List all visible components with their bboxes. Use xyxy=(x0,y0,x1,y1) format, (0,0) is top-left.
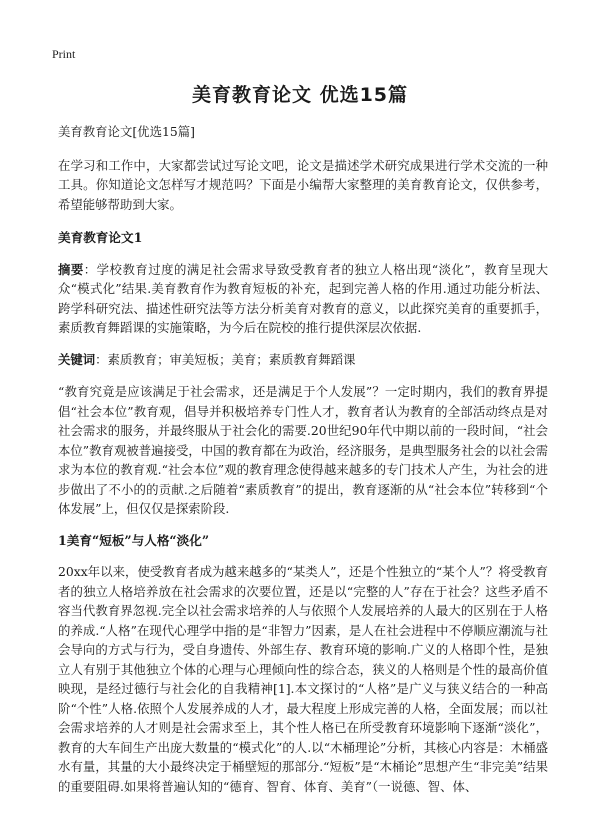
document-body xyxy=(58,122,548,796)
print-label: Print xyxy=(52,47,76,61)
section-heading-1: 美育教育论文1 xyxy=(58,230,143,245)
body-paragraph-2: 20xx年以来，使受教育者成为越来越多的“某类人”，还是个性独立的“某个人”？将受教育者的独立人格培养放在社会需求的次要位置，还是以“完整的人”存在于社会？这些矛盾不容当代教育界忽视.完全以社会需求培养的人与依照个人发展培养的人最大的区别在于人格的养成.“人格”在现代心理学中指的是“非智力”因素，是人在社会进程中不停顺应潮流与社会导向的方式与行为，受自身遗传、外部生存、教育环境的影响.广义的人格即个性，是独立人有别于其他独立个体的心理与心理倾向性的综合态，狭义的人格则是个性的最高价值映现，是经过德行与社会化的自我精神[1].本文探讨的“人格”是广义与狭义结合的一种高阶“个性”人格.依照个人发展养成的人才，最大程度上形成完善的人格，全面发展；而以社会需求培养的人才则是社会需求至上，其个性人格已在所受教育环境影响下逐渐“淡化”，教育的大车间生产出庞大数量的“模式化”的人.以“木桶理论”分析，其核心内容是：木桶盛水有量，其量的大小最终决定于桶壁短的那部分.“短板”是“木桶论”思想产生“非完美”结果的重要阻碍.如果将普遍认知的“德育、智育、体育、美育”（一说德、智、体、 xyxy=(58,564,548,794)
document-title: 美育教育论文 优选15篇 xyxy=(191,84,409,106)
keywords-paragraph xyxy=(58,350,548,370)
body-paragraph-1: “教育究竟是应该满足于社会需求，还是满足于个人发展”？一定时期内，我们的教育界提倡“社会本位”教育观，倡导并积极培养专门性人才，教育者认为教育的全部活动终点是对社会需求的服务，并最终服从于社会化的需要.20世纪90年代中期以前的一段时间，“社会本位”教育观被普遍接受，中国的教育都在为政治，经济服务，是典型服务社会的以社会需求为本位的教育观.“社会本位”观的教育理念使得越来越多的专门技术人产生，为社会的进步做出了不小的的贡献.之后随着“素质教育”的提出，教育逐渐的从“社会本位”转移到“个体发展”上，但仅仅是探索阶段. xyxy=(58,384,548,516)
document-subtitle: 美育教育论文[优选15篇] xyxy=(58,124,195,139)
keywords-label: 关键词 xyxy=(58,351,96,367)
abstract-label: 摘要 xyxy=(58,261,84,277)
section-heading-2: 1美育“短板”与人格“淡化” xyxy=(58,532,210,548)
keywords-text: ：素质教育；审美短板；美育；素质教育舞蹈课 xyxy=(95,351,356,367)
abstract-paragraph xyxy=(58,260,548,338)
abstract-text: ：学校教育过度的满足社会需求导致受教育者的独立人格出现“淡化”，教育呈现大众“模式化”结果.美育教育作为教育短板的补充，起到完善人格的作用.通过功能分析法、跨学科研究法、描述性研究法等方法分析美育对教育的意义，以此探究美育的重要抓手，素质教育舞蹈课的实施策略，为今后在院校的推行提供深层次依据. xyxy=(58,261,549,335)
intro-paragraph: 在学习和工作中，大家都尝试过写论文吧，论文是描述学术研究成果进行学术交流的一种工具。你知道论文怎样写才规范吗？下面是小编帮大家整理的美育教育论文，仅供参考，希望能够帮助到大家。 xyxy=(58,157,548,212)
